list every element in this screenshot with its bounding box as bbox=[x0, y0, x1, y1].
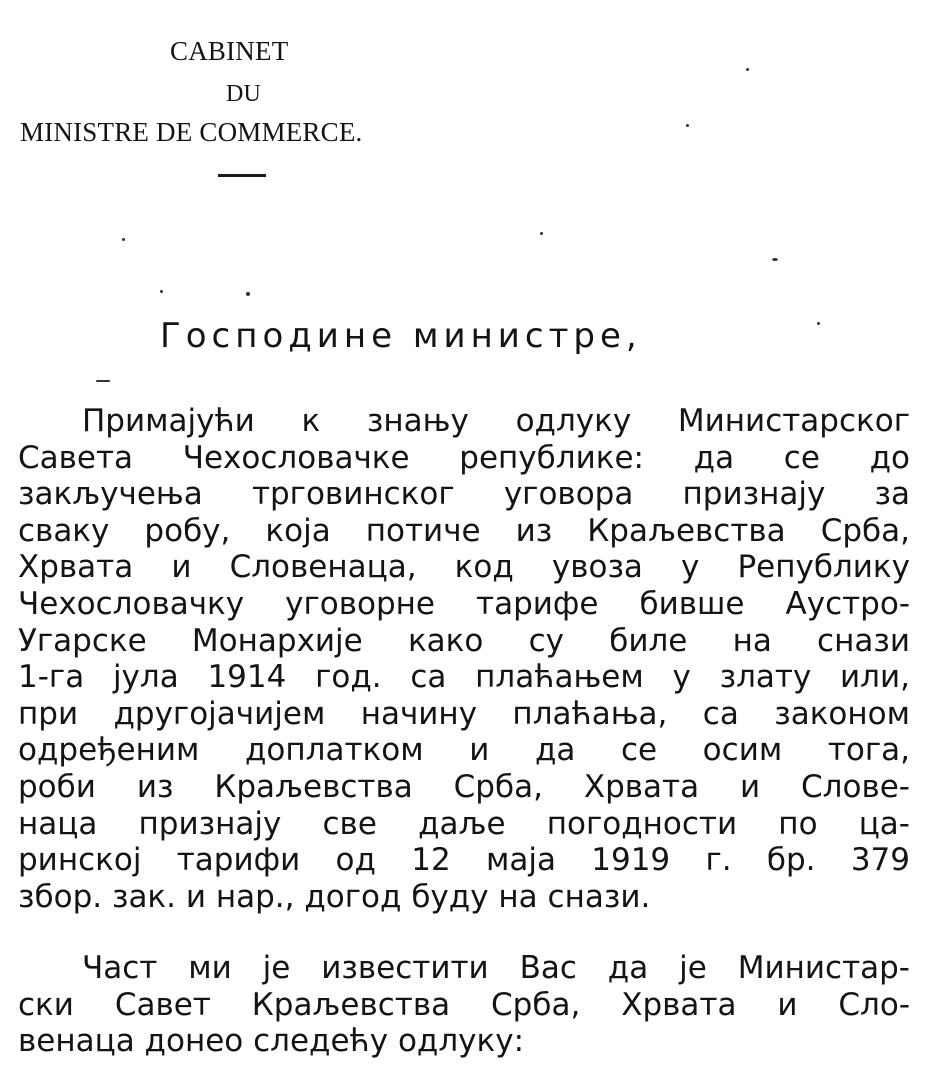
letterhead-ministry: MINISTRE DE COMMERCE. bbox=[20, 117, 363, 147]
text-line: при другојачијем начину плаћања, са законом bbox=[18, 695, 910, 732]
scan-speck bbox=[746, 68, 749, 71]
text-line: венаца донео следећу одлуку: bbox=[18, 1023, 525, 1060]
scan-speck bbox=[686, 124, 689, 127]
text-line: сваку робу, која потиче из Краљевства Срба, bbox=[18, 512, 910, 549]
scan-speck bbox=[122, 238, 125, 241]
text-line: Примајући к знању одлуку Министарског bbox=[82, 403, 910, 439]
text-line: Савета Чехословачке републике: да се до bbox=[18, 439, 910, 476]
header-divider bbox=[218, 174, 266, 177]
letterhead-du: DU bbox=[226, 81, 262, 107]
text-line: Част ми је известити Вас да је Министар- bbox=[82, 950, 910, 986]
scan-speck bbox=[772, 258, 778, 261]
text-line: Чехословачку уговорне тарифе бивше Аустро- bbox=[18, 585, 910, 622]
letterhead-cabinet: CABINET bbox=[170, 36, 289, 66]
scan-speck bbox=[817, 322, 820, 325]
paragraph-2 bbox=[18, 950, 910, 1060]
text-line: наца признају све даље погодности по ца- bbox=[18, 805, 910, 842]
text-line: Угарске Монархије како су биле на снази bbox=[18, 622, 910, 659]
text-line: роби из Краљевства Срба, Хрвата и Слове- bbox=[18, 768, 910, 805]
text-line: 1-га јула 1914 год. са плаћањем у злату или, bbox=[18, 659, 910, 696]
salutation: Господине министре, bbox=[160, 316, 642, 356]
text-line: ски Савет Краљевства Срба, Хрвата и Сло- bbox=[18, 986, 910, 1023]
text-line: збор. зак. и нар., догод буду на снази. bbox=[18, 878, 651, 915]
text-line: одређеним доплатком и да се осим тога, bbox=[18, 732, 910, 769]
scan-speck bbox=[160, 290, 163, 293]
text-line: Хрвата и Словенаца, код увоза у Републику bbox=[18, 549, 910, 586]
scan-speck bbox=[96, 380, 110, 382]
scan-speck bbox=[246, 292, 250, 296]
scan-speck bbox=[540, 232, 543, 235]
text-line: ринској тарифи од 12 маја 1919 г. бр. 379 bbox=[18, 842, 910, 879]
paragraph-1 bbox=[18, 403, 910, 915]
text-line: закључења трговинског уговора признају за bbox=[18, 476, 910, 513]
